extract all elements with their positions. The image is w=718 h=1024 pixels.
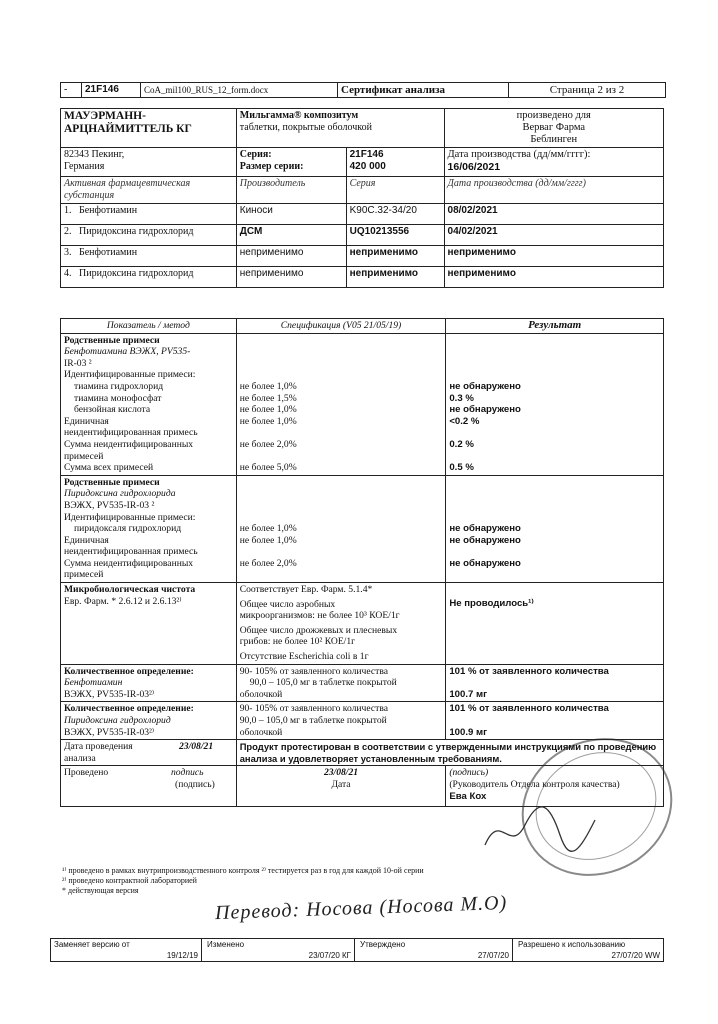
microbiological-purity: Микробиологическая чистота Евр. Фарм. * 2.6.12 и 2.6.13²⁾ Соответствует Евр. Фарм. 5.1.4* Общее число аэробных микроорганизмов: не более 10³ КОЕ/1г Общее число дрожжевых и плесневых грибов: не более 10² КОЕ/1г Отсутствие Escherichia coli в 1г Не проводилось¹⁾: [61, 583, 664, 665]
series-values: 21F146 420 000: [346, 148, 444, 177]
version-footer: [50, 938, 664, 962]
footer-replaces: Заменяет версию от 19/12/19: [51, 939, 202, 961]
col-result: Результат: [446, 319, 664, 334]
production-date: Дата производства (дд/мм/гггг): 16/06/2021: [444, 148, 663, 177]
col-series: Серия: [346, 177, 444, 204]
qc-head-label: (Руководитель Отдела контроля качества): [449, 778, 620, 790]
substance-row: 3. Бенфотиамин неприменимо неприменимо неприменимо: [61, 246, 664, 267]
signature-date-label: Дата: [331, 778, 351, 790]
signature-date: 23/08/21: [323, 767, 359, 779]
footer-approved: Утверждено 27/07/20: [357, 939, 513, 961]
product-info-table: [60, 108, 664, 288]
header-title: Сертификат анализа: [338, 83, 509, 97]
signature-scribble: [480, 800, 600, 860]
header-batch: 21F146: [82, 83, 141, 97]
produced-for: произведено для Верваг Фарма Беблинген: [444, 109, 663, 148]
col-manufacturer: Производитель: [236, 177, 346, 204]
col-substance: Активная фармацевтическая субстанция: [61, 177, 237, 204]
assay-benfotiamine: Количественное определение: Бенфотиамин ВЭЖХ, PV535-IR-03²⁾ 90- 105% от заявленного количества 90,0 – 105,0 мг в таблетке покрытой оболочкой 101 % от заявленного количества 100.7 мг: [61, 664, 664, 702]
col-date: Дата производства (дд/мм/гггг): [444, 177, 663, 204]
spec-table: [60, 318, 664, 807]
substance-row: 1. Бенфотиамин Киноси K90C.32-34/20 08/02/2021: [61, 204, 664, 225]
footnote-3: * действующая версия: [62, 886, 139, 895]
related-impurities-pyridoxine: Родственные примеси Пиридоксина гидрохлорида ВЭЖХ, PV535-IR-03 ² Идентифицированные примеси: пиридоксаля гидрохлорид Единичная неидентифицированная примесь Сумма неидентифицированных примесей не более 1,0% не более 1,0% не более 2,0% не обнаружено не обнаружено не обнаружено: [61, 475, 664, 582]
footer-modified: Изменено 23/07/20 КГ: [204, 939, 355, 961]
conclusion: Продукт протестирован в соответствии с утвержденными инструкциями по проведению анализа и удовлетворяет установленным требованиям.: [236, 740, 663, 766]
company-name: МАУЭРМАНН- АРЦНАЙМИТТЕЛЬ КГ: [61, 109, 237, 148]
col-specification: Спецификация (V05 21/05/19): [236, 319, 446, 334]
col-indicator: Показатель / метод: [61, 319, 237, 334]
header-dash: -: [61, 83, 82, 97]
header-file: CoA_mil100_RUS_12_form.docx: [141, 83, 338, 97]
analysis-date: 23/08/21: [179, 741, 214, 753]
product-name: Мильгамма® композитум таблетки, покрытые оболочкой: [236, 109, 444, 148]
footnote-2: ²⁾ проведено контрактной лабораторией: [62, 876, 197, 885]
signature-row: Проведено подпись (подпись) 23/08/21 Дата (подпись) (Руководитель Отдела контроля качества) Ева Кох: [61, 766, 664, 807]
qc-head-name: Ева Кох: [449, 790, 487, 802]
sign-label-2: (подпись): [175, 779, 215, 791]
substance-row: 4. Пиридоксина гидрохлорид неприменимо неприменимо неприменимо: [61, 267, 664, 288]
footnotes: [62, 866, 424, 896]
company-address: 82343 Пекинг, Германия: [61, 148, 237, 177]
header-page: Страница 2 из 2: [549, 84, 625, 96]
document-header: [60, 82, 666, 98]
series-labels: Серия: Размер серии:: [236, 148, 346, 177]
substance-row: 2. Пиридоксина гидрохлорид ДСМ UQ10213556 04/02/2021: [61, 225, 664, 246]
analysis-date-row: Дата проведения анализа 23/08/21 Продукт протестирован в соответствии с утвержденными инструкциями по проведению анализа и удовлетворяет установленным требованиям.: [61, 740, 664, 766]
translation-signature: Перевод: Носова (Носова М.О): [214, 891, 508, 925]
assay-pyridoxine: Количественное определение: Пиридоксина гидрохлорид ВЭЖХ, PV535-IR-03²⁾ 90- 105% от заявленного количества 90,0 – 105,0 мг в таблетке покрытой оболочкой 101 % от заявленного количества 100.9 мг: [61, 702, 664, 740]
sign-label-1: подпись: [171, 767, 204, 779]
related-impurities-benfotiamine: Родственные примеси Бенфотиамина ВЭЖХ, PV535- IR-03 ² Идентифицированные примеси: тиамина гидрохлорид тиамина монофосфат бензойная кислота Единичная неидентифицированная примесь Сумма неидентифицированных примесей Сумма всех примесей не более 1,0% не более 1,5% не более 1,0% не более 1,0% не более 2,0% не более 5,0% не обнаружено 0.3 % не обнаружено <0.2 % 0.2 % 0.5 %: [61, 333, 664, 475]
footnote-1: ¹⁾ проведено в рамках внутрипроизводственного контроля ²⁾ тестируется раз в год для каждой 10-ой серии: [62, 866, 424, 875]
footer-released: Разрешено к использованию 27/07/20 WW: [518, 940, 660, 960]
